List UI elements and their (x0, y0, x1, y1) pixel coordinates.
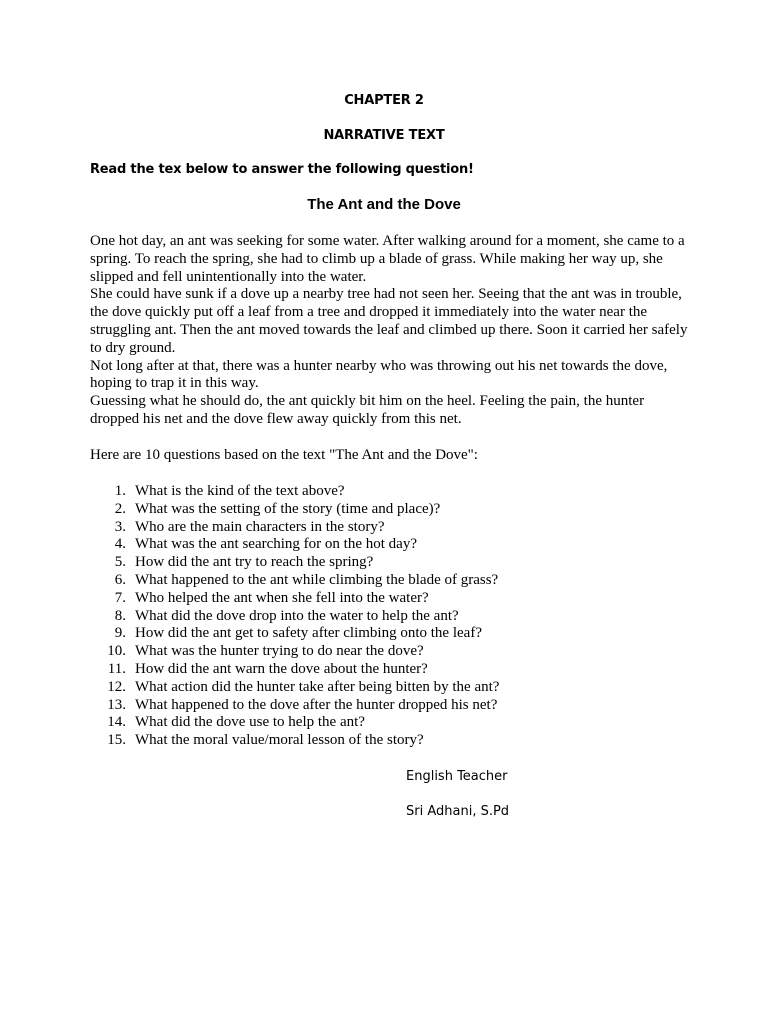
story-paragraph: One hot day, an ant was seeking for some water. After walking around for a moment, she came to a spring. To reach the spring, she had to climb up a blade of grass. While making her way up, she slipped and fell unintentionally into the water. (90, 233, 685, 285)
question-text: What the moral value/moral lesson of the story? (135, 732, 424, 749)
question-text: What happened to the dove after the hunter dropped his net? (135, 696, 498, 713)
instruction-text: Read the tex below to answer the following question! (90, 162, 474, 177)
question-text: What is the kind of the text above? (135, 483, 345, 499)
question-item (90, 661, 499, 679)
question-number: 5. (114, 554, 126, 571)
questions-intro: Here are 10 questions based on the text "The Ant and the Dove": (90, 447, 478, 463)
story-paragraph: Guessing what he should do, the ant quickly bit him on the heel. Feeling the pain, the hunter dropped his net and the dove flew away quickly from this net. (90, 393, 645, 427)
question-text: How did the ant get to safety after climbing onto the leaf? (135, 625, 482, 642)
chapter-heading: CHAPTER 2 (344, 93, 424, 108)
question-number: 10. (107, 643, 126, 660)
question-number: 9. (114, 625, 126, 642)
question-text: How did the ant try to reach the spring? (135, 554, 374, 571)
question-text: What did the dove drop into the water to help the ant? (135, 607, 459, 624)
question-number: 11. (107, 660, 126, 677)
signature-name: Sri Adhani, S.Pd (406, 804, 510, 819)
question-item (90, 483, 499, 501)
question-item (90, 608, 499, 626)
question-item (90, 732, 499, 750)
question-text: What was the setting of the story (time and place)? (135, 500, 441, 517)
question-item (90, 625, 499, 643)
question-text: What was the hunter trying to do near the dove? (135, 643, 424, 660)
question-number: 7. (114, 589, 126, 606)
question-item (90, 536, 499, 554)
story-paragraph: Not long after at that, there was a hunter nearby who was throwing out his net towards the dove, hoping to trap it in this way. (90, 357, 668, 392)
question-text: What was the ant searching for on the hot day? (135, 536, 417, 553)
question-text: Who are the main characters in the story? (135, 518, 385, 535)
question-number: 3. (114, 518, 126, 535)
question-number: 13. (107, 696, 126, 713)
signature-role: English Teacher (406, 769, 508, 784)
question-number: 6. (114, 571, 126, 588)
question-item (90, 643, 499, 661)
question-item (90, 572, 499, 590)
question-item (90, 679, 499, 697)
questions-list (90, 483, 499, 750)
question-number: 8. (114, 607, 126, 624)
story-title: The Ant and the Dove (307, 196, 461, 213)
question-number: 12. (107, 678, 126, 695)
story-paragraph: She could have sunk if a dove up a nearby tree had not seen her. Seeing that the ant was in trouble, the dove quickly put off a leaf from a tree and dropped it immediately into the water near the struggling ant. Then the ant moved towards the leaf and climbed up there. Soon it carried her safely to dry ground. (90, 286, 688, 356)
question-item (90, 714, 499, 732)
question-number: 4. (114, 536, 126, 553)
subtitle-heading: NARRATIVE TEXT (323, 128, 445, 143)
question-text: What did the dove use to help the ant? (135, 714, 365, 731)
question-item (90, 590, 499, 608)
story-body (90, 233, 690, 429)
question-item (90, 501, 499, 519)
question-number: 2. (114, 500, 126, 517)
question-text: Who helped the ant when she fell into the water? (135, 589, 429, 606)
question-text: What happened to the ant while climbing the blade of grass? (135, 571, 499, 588)
question-number: 14. (107, 714, 126, 731)
question-number: 1. (114, 483, 126, 499)
question-text: What action did the hunter take after being bitten by the ant? (135, 678, 500, 695)
question-item (90, 554, 499, 572)
question-item (90, 519, 499, 537)
question-number: 15. (107, 732, 126, 749)
question-text: How did the ant warn the dove about the hunter? (135, 660, 428, 677)
question-item (90, 697, 499, 715)
